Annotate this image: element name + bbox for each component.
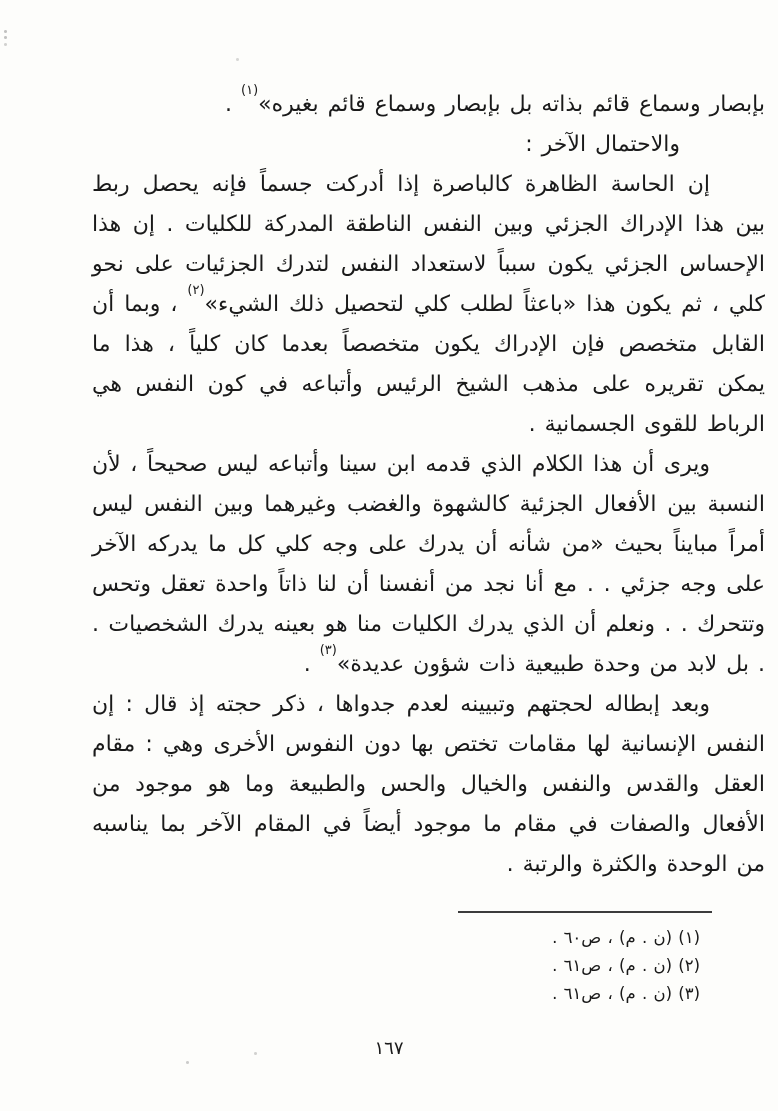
paragraph-heading xyxy=(92,125,765,165)
quote-end-period: . xyxy=(225,92,242,117)
footnote-2: (٢) (ن . م) ، ص٦١ . xyxy=(552,956,700,975)
scan-speck xyxy=(4,43,7,46)
paragraph-2 xyxy=(92,445,765,685)
footnotes xyxy=(92,924,700,1008)
paragraph-quote-end xyxy=(92,82,765,125)
scan-speck xyxy=(236,58,239,61)
paragraph-3-text: وبعد إبطاله لحجتهم وتبيينه لعدم جدواها ، ذكر حجته إذ قال : إن النفس الإنسانية لها مقامات تختص بها دون النفوس الأخرى وهي : مقام العقل والقدس والنفس والخيال والحس والطبيعة وما هو موجود من الأفعال والصفات في مقام ما موجود أيضاً في المقام الآخر بما يناسبه من الوحدة والكثرة والرتبة . xyxy=(92,692,765,877)
body-text xyxy=(92,82,765,885)
footnote-divider xyxy=(458,911,712,913)
footnote-ref-1: (١) xyxy=(241,82,259,98)
scan-speck xyxy=(4,36,7,39)
paragraph-2-period: . xyxy=(303,652,320,677)
footnote-ref-3: (٣) xyxy=(319,642,337,658)
footnote-ref-2: (٢) xyxy=(187,282,205,298)
heading-text: والاحتمال الآخر : xyxy=(525,132,680,157)
footnote-1: (١) (ن . م) ، ص٦٠ . xyxy=(552,928,700,947)
quote-end-text: بإبصار وسماع قائم بذاته بل بإبصار وسماع قائم بغيره» xyxy=(258,92,765,117)
paragraph-2-lead: ويرى أن هذا الكلام الذي قدمه ابن سينا وأتباعه ليس صحيحاً ، لأن النسبة بين الأفعال الجزئية كالشهوة والغضب وغيرهما وبين النفس ليس أمراً مبايناً بحيث «من شأنه أن يدرك على وجه كلي كل ما يدركه الآخر على وجه جزئي . . مع أنا نجد من أنفسنا أن لنا ذاتاً واحدة تعقل وتحس وتتحرك . . ونعلم أن الذي يدرك الكليات منا هو بعينه يدرك الشخصيات . . بل لابد من وحدة طبيعية ذات شؤون عديدة» xyxy=(92,452,765,677)
scan-speck xyxy=(186,1061,189,1064)
page-number: ١٦٧ xyxy=(374,1038,404,1059)
paragraph-1-lead: إن الحاسة الظاهرة كالباصرة إذا أدركت جسماً فإنه يحصل ربط بين هذا الإدراك الجزئي وبين النفس الناطقة المدركة للكليات . إن هذا الإحساس الجزئي يكون سبباً لاستعداد النفس لتدرك الجزئيات على نحو كلي ، ثم يكون هذا «باعثاً لطلب كلي لتحصيل ذلك الشيء» xyxy=(92,172,765,317)
paragraph-3 xyxy=(92,685,765,885)
paragraph-1 xyxy=(92,165,765,445)
footnote-3: (٣) (ن . م) ، ص٦١ . xyxy=(552,984,700,1003)
scan-speck xyxy=(4,30,7,33)
paragraph-1-rest: ، وبما أن القابل متخصص فإن الإدراك يكون متخصصاً بعدما كان كلياً ، هذا ما يمكن تقريره على مذهب الشيخ الرئيس وأتباعه في كون النفس هي الرباط للقوى الجسمانية . xyxy=(92,292,765,437)
